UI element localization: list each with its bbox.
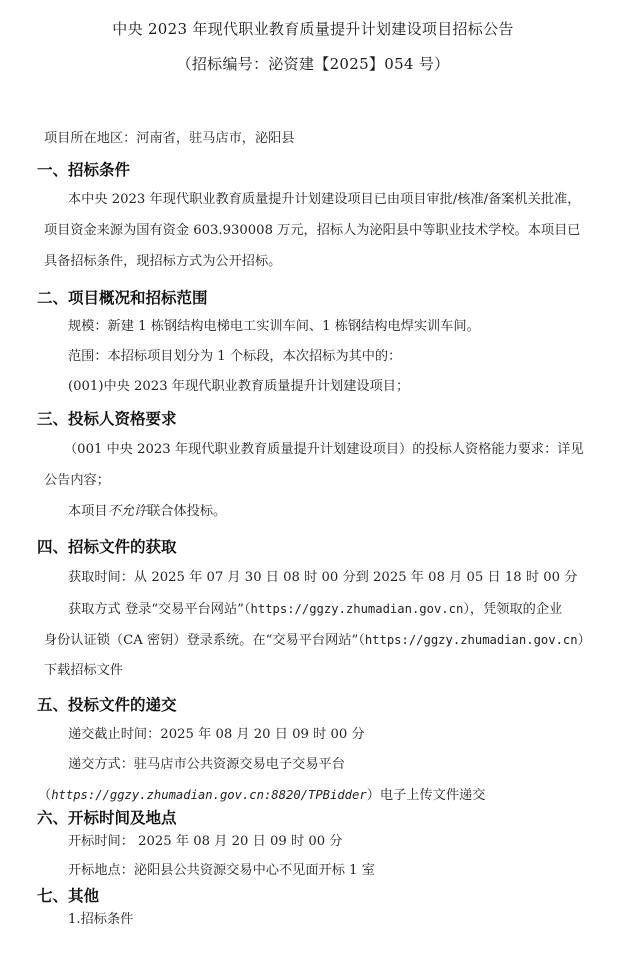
s4-line-2-b: ） <box>577 633 591 648</box>
section-2-heading: 二、项目概况和招标范围 <box>37 289 208 307</box>
s4-method-line-2 <box>44 631 591 650</box>
tender-number: （招标编号：泌资建【2025】054 号） <box>176 55 450 73</box>
section-1-heading: 一、招标条件 <box>37 161 131 179</box>
s4-platform-url-2: https://ggzy.zhumadian.gov.cn <box>364 633 578 647</box>
s3-line-1: （001 中央 2023 年现代职业教育质量提升计划建设项目）的投标人资格能力要求：详见 <box>64 442 584 457</box>
s5-deadline: 递交截止时间：2025 年 08 月 20 日 09 时 00 分 <box>68 727 365 742</box>
s4-method-line-1 <box>68 600 562 619</box>
s4-time: 获取时间：从 2025 年 07 月 30 日 08 时 00 分到 2025 年 08 月 05 日 18 时 00 分 <box>68 570 578 585</box>
s6-time: 开标时间： 2025 年 08 月 20 日 09 时 00 分 <box>68 834 343 849</box>
s6-place: 开标地点：泌阳县公共资源交易中心不见面开标 1 室 <box>68 863 375 878</box>
section-6-heading: 六、开标时间及地点 <box>37 809 177 827</box>
section-5-heading: 五、投标文件的递交 <box>37 696 177 714</box>
s1-line-2: 项目资金来源为国有资金 603.930008 万元，招标人为泌阳县中等职业技术学校。本项目已 <box>44 223 581 238</box>
s5-url-line <box>38 786 485 805</box>
s4-method-a: 获取方式 登录“交易平台网站”（ <box>68 602 251 617</box>
s3-line-3-c: 联合体投标。 <box>147 504 227 519</box>
s4-platform-url: https://ggzy.zhumadian.gov.cn <box>250 602 464 616</box>
s3-line-2: 公告内容； <box>44 473 110 488</box>
s5-bidder-url: https://ggzy.zhumadian.gov.cn:8820/TPBidder <box>51 788 367 802</box>
section-7-heading: 七、其他 <box>37 887 100 905</box>
s5-url-b: ）电子上传文件递交 <box>366 788 486 803</box>
s7-item-1: 1.招标条件 <box>68 912 134 927</box>
s2-scale: 规模：新建 1 栋钢结构电梯电工实训车间、1 栋钢结构电焊实训车间。 <box>68 319 480 334</box>
project-location: 项目所在地区：河南省，驻马店市，泌阳县 <box>44 131 295 146</box>
s1-line-3: 具备招标条件，现招标方式为公开招标。 <box>44 254 282 269</box>
section-4-heading: 四、招标文件的获取 <box>37 538 177 556</box>
s2-scope: 范围：本招标项目划分为 1 个标段，本次招标为其中的： <box>68 349 402 364</box>
s2-lot: (001)中央 2023 年现代职业教育质量提升计划建设项目； <box>68 379 410 394</box>
s5-url-a: （ <box>38 788 52 803</box>
s3-line-3-a: 本项目 <box>68 504 108 519</box>
s3-not-allowed: 不允许 <box>107 504 148 519</box>
s4-line-3: 下载招标文件 <box>44 663 124 678</box>
s3-line-3 <box>68 503 226 521</box>
s1-line-1: 本中央 2023 年现代职业教育质量提升计划建设项目已由项目审批/核准/备案机关批准， <box>68 192 581 207</box>
s4-line-2-a: 身份认证锁（CA 密钥）登录系统。在“交易平台网站”（ <box>44 633 365 648</box>
s5-method: 递交方式：驻马店市公共资源交易电子交易平台 <box>68 757 345 772</box>
section-3-heading: 三、投标人资格要求 <box>37 410 177 428</box>
s4-method-b: ），凭领取的企业 <box>463 602 563 617</box>
document-title: 中央 2023 年现代职业教育质量提升计划建设项目招标公告 <box>112 20 514 38</box>
